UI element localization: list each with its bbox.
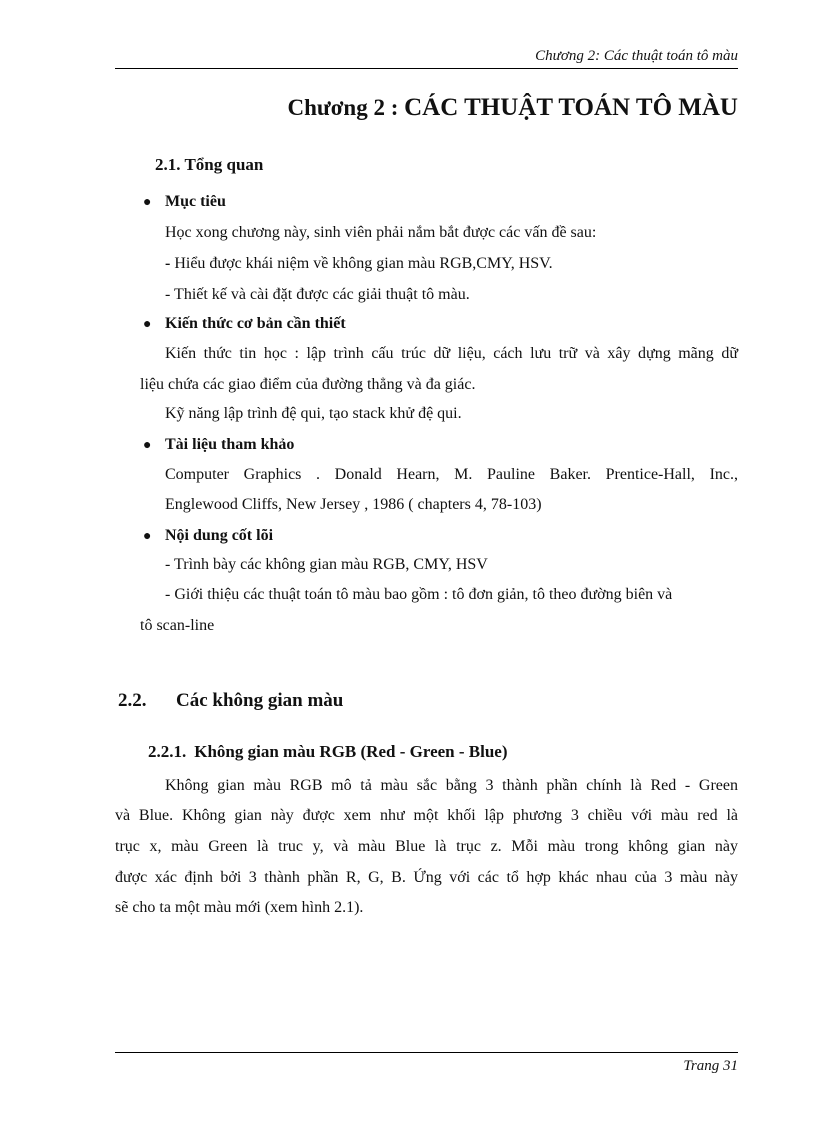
bullet-label: Nội dung cốt lõi xyxy=(165,527,274,544)
bullet-core-content xyxy=(143,527,273,545)
running-header: Chương 2: Các thuật toán tô màu xyxy=(535,48,738,64)
core-content-line: - Trình bày các không gian màu RGB, CMY, HSV xyxy=(165,556,488,573)
header-rule xyxy=(115,68,738,69)
rgb-paragraph-line: trục x, màu Green là truc y, và màu Blue là trục z. Mỗi màu trong không gian này xyxy=(115,838,738,855)
prerequisites-line: liệu chứa các giao điểm của đường thẳng và đa giác. xyxy=(140,376,476,393)
bullet-objectives xyxy=(143,193,226,211)
rgb-paragraph-line: Không gian màu RGB mô tả màu sắc bằng 3 thành phần chính là Red - Green xyxy=(165,777,738,794)
section-heading-overview: 2.1. Tổng quan xyxy=(155,155,264,174)
bullet-references xyxy=(143,436,294,454)
references-line: Englewood Cliffs, New Jersey , 1986 ( chapters 4, 78-103) xyxy=(165,496,542,513)
core-content-line: tô scan-line xyxy=(140,617,215,634)
subsection-heading-rgb xyxy=(148,742,508,762)
bullet-label: Kiến thức cơ bản cần thiết xyxy=(165,315,346,332)
objectives-intro: Học xong chương này, sinh viên phải nắm bắt được các vấn đề sau: xyxy=(165,224,597,241)
subsection-title: Không gian màu RGB (Red - Green - Blue) xyxy=(194,742,508,761)
chapter-prefix: Chương 2 : xyxy=(287,95,405,120)
chapter-main-title: CÁC THUẬT TOÁN TÔ MÀU xyxy=(404,94,738,121)
prerequisites-line: Kỹ năng lập trình đệ qui, tạo stack khử đệ qui. xyxy=(165,405,462,422)
rgb-paragraph-line: sẽ cho ta một màu mới (xem hình 2.1). xyxy=(115,899,364,916)
bullet-label: Mục tiêu xyxy=(165,193,226,210)
section-title: Các không gian màu xyxy=(176,690,344,711)
objectives-item: - Thiết kế và cài đặt được các giải thuật tô màu. xyxy=(165,286,470,303)
bullet-prerequisites xyxy=(143,315,346,333)
bullet-label: Tài liệu tham khảo xyxy=(165,436,295,453)
objectives-item: - Hiểu được khái niệm về không gian màu RGB,CMY, HSV. xyxy=(165,255,553,272)
subsection-number: 2.2.1. xyxy=(148,742,187,761)
prerequisites-line: Kiến thức tin học : lập trình cấu trúc dữ liệu, cách lưu trữ và xây dựng mãng dữ xyxy=(165,345,738,362)
bullet-icon: ● xyxy=(143,438,152,453)
chapter-title xyxy=(287,94,738,122)
references-line: Computer Graphics . Donald Hearn, M. Pauline Baker. Prentice-Hall, Inc., xyxy=(165,466,738,483)
rgb-paragraph-line: và Blue. Không gian này được xem như một khối lập phương 3 chiều với màu red là xyxy=(115,807,738,824)
section-number: 2.2. xyxy=(118,690,147,711)
page-number: Trang 31 xyxy=(683,1058,738,1074)
rgb-paragraph-line: được xác định bởi 3 thành phần R, G, B. Ứng với các tổ hợp khác nhau của 3 màu này xyxy=(115,869,738,886)
section-heading-color-spaces xyxy=(118,690,343,712)
bullet-icon: ● xyxy=(143,529,152,544)
footer-rule xyxy=(115,1052,738,1053)
core-content-line: - Giới thiệu các thuật toán tô màu bao gồm : tô đơn giản, tô theo đường biên và xyxy=(165,586,673,603)
bullet-icon: ● xyxy=(143,317,152,332)
bullet-icon: ● xyxy=(143,195,152,210)
